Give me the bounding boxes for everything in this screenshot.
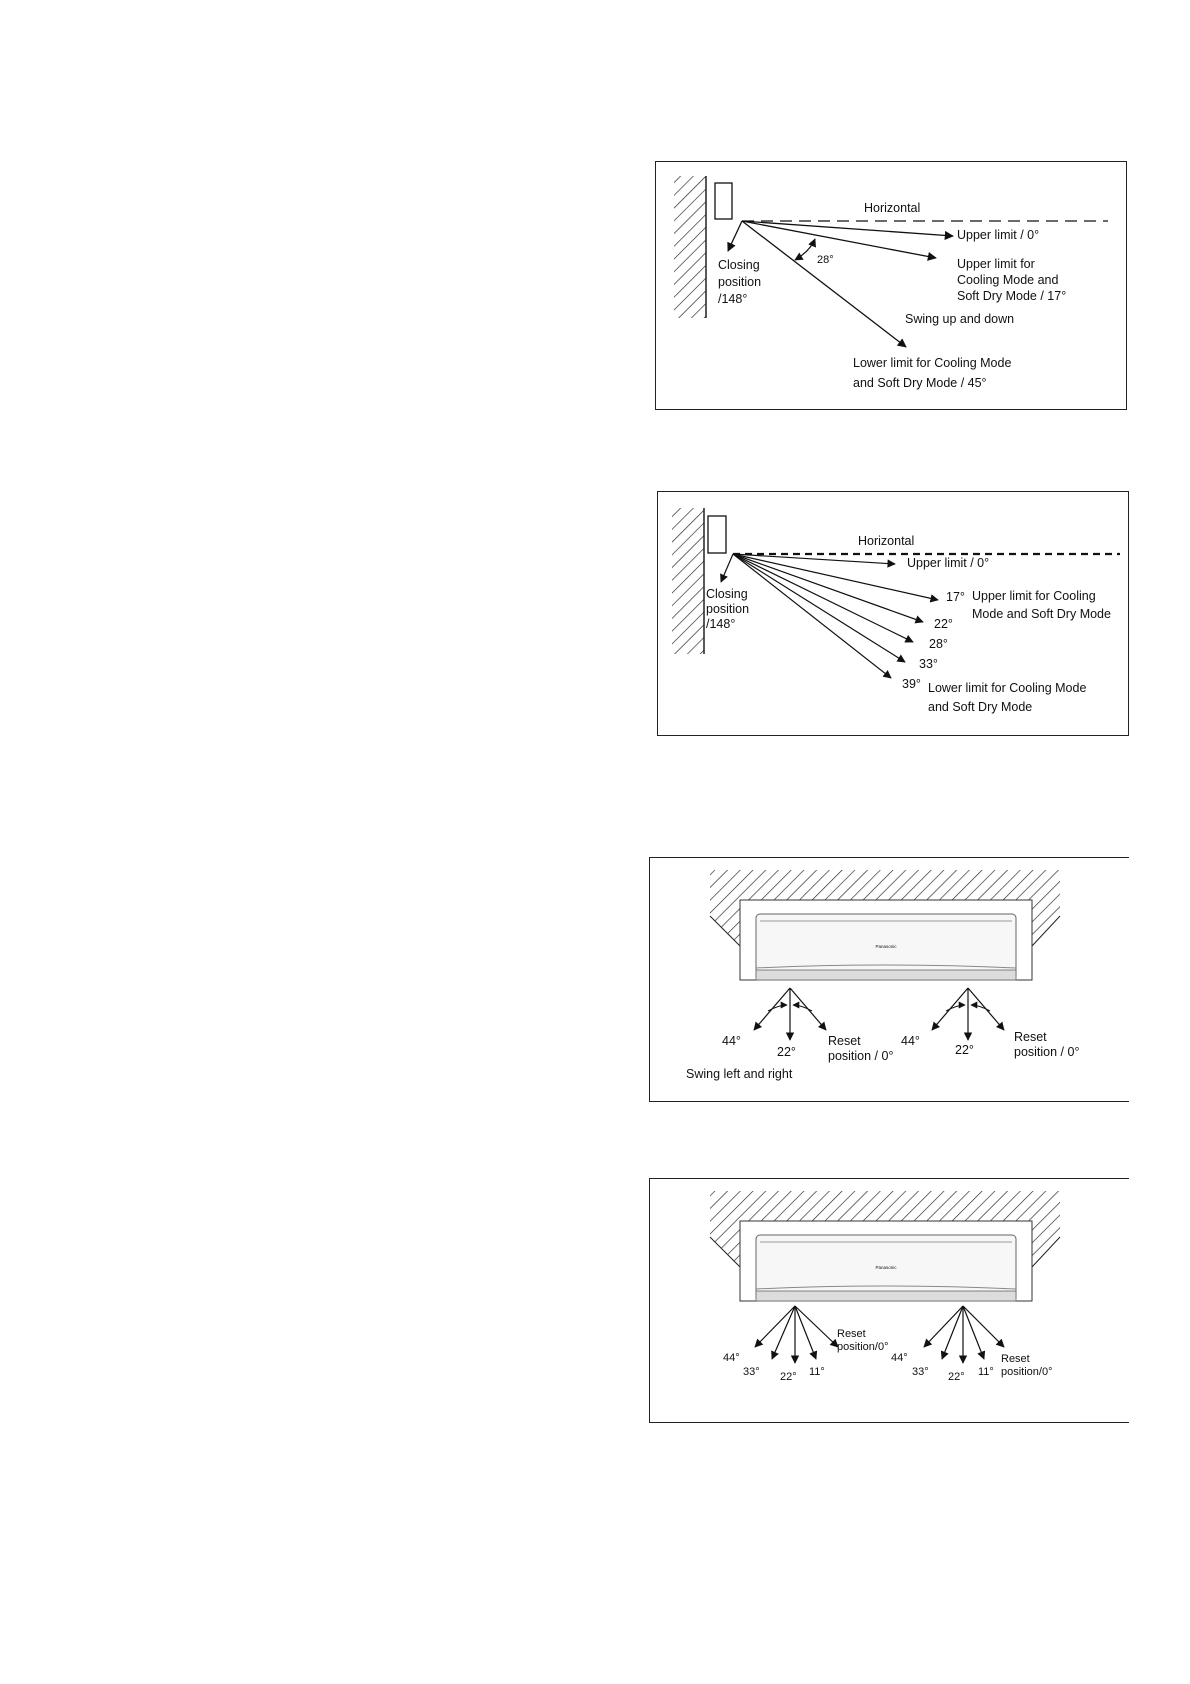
diagram-stroke	[963, 1306, 984, 1359]
wall-hatch	[672, 508, 704, 654]
angle-17-label: 17°	[946, 590, 965, 604]
right-44-label: 44°	[891, 1352, 908, 1364]
angle-28-label: 28°	[929, 637, 948, 651]
swing-label: Swing left and right	[686, 1067, 793, 1081]
lower-limit-label-1: Lower limit for Cooling Mode	[928, 681, 1087, 695]
diagram-stroke	[756, 970, 1016, 980]
angle-22-label: 22°	[934, 617, 953, 631]
closing-label-2: position	[718, 275, 762, 289]
left-reset-label-1: Reset	[837, 1328, 866, 1340]
diagram-stroke	[795, 1306, 838, 1347]
indoor-unit	[715, 183, 732, 219]
diagram-stroke	[795, 1306, 816, 1359]
right-33-label: 33°	[912, 1366, 929, 1378]
brand-logo: Panasonic	[875, 1265, 897, 1270]
angle-33-label: 33°	[919, 657, 938, 671]
right-reset-label-2: position/0°	[1001, 1366, 1053, 1378]
horizontal-airflow-diagram-2	[649, 1178, 1129, 1423]
lower-limit-label-2: and Soft Dry Mode / 45°	[853, 376, 987, 390]
upper-cooling-label-3: Soft Dry Mode / 17°	[957, 289, 1067, 303]
right-44-label: 44°	[901, 1034, 920, 1048]
diagram-stroke	[963, 1306, 1004, 1347]
diagram-stroke	[756, 1291, 1016, 1301]
lower-limit-arrow	[742, 221, 906, 347]
angle-label: 28°	[817, 254, 834, 266]
right-11-label: 11°	[978, 1366, 994, 1378]
diagram-stroke	[755, 1306, 795, 1347]
upper-cooling-label-1: Upper limit for	[957, 257, 1035, 271]
left-reset-label-1: Reset	[828, 1034, 861, 1048]
left-reset-label-2: position / 0°	[828, 1049, 894, 1063]
upper-cooling-label-2: Cooling Mode and	[957, 273, 1059, 287]
upper-cooling-arrow	[742, 221, 936, 258]
angle-39-label: 39°	[902, 677, 921, 691]
right-reset-label-1: Reset	[1014, 1030, 1047, 1044]
upper-limit-arrow	[742, 221, 953, 236]
arrow-28	[733, 554, 913, 642]
right-reset-label-1: Reset	[1001, 1353, 1030, 1365]
closing-label-3: /148°	[718, 292, 748, 306]
left-11-label: 11°	[809, 1366, 825, 1378]
diagram-stroke	[772, 1306, 795, 1359]
arrow-33	[733, 554, 905, 662]
lower-limit-label-1: Lower limit for Cooling Mode	[853, 356, 1012, 370]
horizontal-label: Horizontal	[858, 534, 915, 548]
left-22-label: 22°	[780, 1371, 797, 1383]
left-33-label: 33°	[743, 1366, 760, 1378]
upper-limit-label: Upper limit / 0°	[907, 556, 990, 570]
closing-label-3: /148°	[706, 617, 736, 631]
left-44-label: 44°	[722, 1034, 741, 1048]
diagram-stroke	[942, 1306, 963, 1359]
right-22-label: 22°	[948, 1371, 965, 1383]
right-22-label: 22°	[955, 1043, 974, 1057]
closing-arrow	[721, 554, 733, 582]
upper-limit-label: Upper limit / 0°	[957, 228, 1040, 242]
upper-cooling-label-2: Mode and Soft Dry Mode	[972, 607, 1111, 621]
horizontal-label: Horizontal	[864, 201, 921, 215]
brand-logo: Panasonic	[875, 944, 897, 949]
vertical-airflow-diagram-2	[657, 491, 1129, 736]
closing-label-2: position	[706, 602, 750, 616]
closing-label-1: Closing	[718, 258, 760, 272]
right-reset-label-2: position / 0°	[1014, 1045, 1080, 1059]
indoor-unit	[708, 516, 726, 553]
horizontal-airflow-diagram-1	[649, 857, 1129, 1102]
diagram-stroke	[924, 1306, 963, 1347]
left-reset-label-2: position/0°	[837, 1341, 889, 1353]
angle-arc	[795, 239, 815, 260]
upper-cooling-label-1: Upper limit for Cooling	[972, 589, 1096, 603]
arrow-39	[733, 554, 891, 678]
swing-label: Swing up and down	[905, 312, 1015, 326]
closing-arrow	[728, 221, 742, 251]
lower-limit-label-2: and Soft Dry Mode	[928, 700, 1033, 714]
left-22-label: 22°	[777, 1045, 796, 1059]
vertical-airflow-diagram-1	[655, 161, 1127, 410]
closing-label-1: Closing	[706, 587, 748, 601]
wall-hatch	[674, 176, 706, 318]
left-44-label: 44°	[723, 1352, 740, 1364]
